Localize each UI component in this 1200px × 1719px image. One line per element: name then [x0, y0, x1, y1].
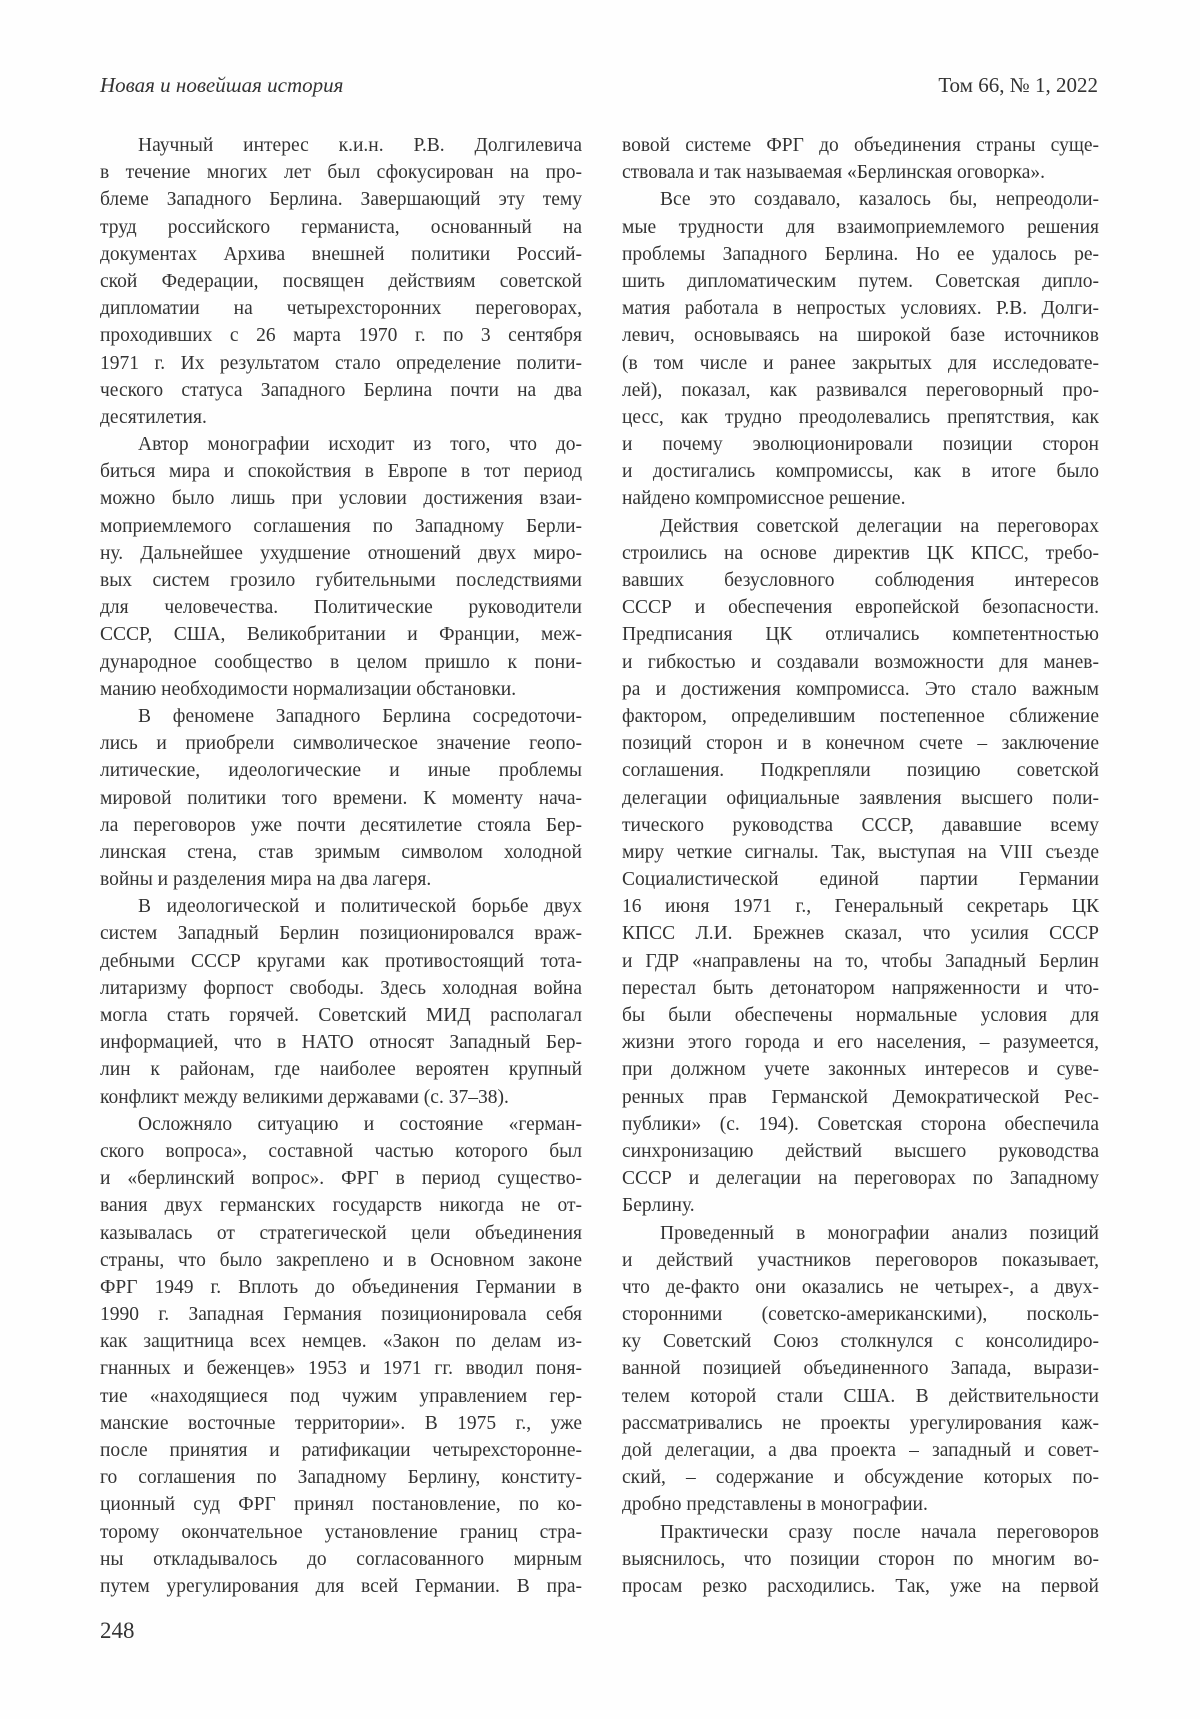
text-line: конфликт между великими державами (с. 37–38).	[100, 1086, 509, 1108]
text-line: В феномене Западного Берлина сосредоточи-	[138, 705, 582, 727]
text-line: и почему эволюционировали позиции сторон	[622, 434, 1099, 456]
text-line: Предписания ЦК отличались компетентностью	[622, 624, 1099, 646]
text-line: просам резко расходились. Так, уже на первой	[622, 1575, 1099, 1597]
text-line: проходивших с 26 марта 1970 г. по 3 сентября	[100, 325, 582, 347]
text-line: что де-факто они оказались не четырех-, а двух-	[622, 1276, 1099, 1298]
text-line: и достигались компромиссы, как в итоге было	[622, 461, 1099, 483]
text-line: казывалась от стратегической цели объединения	[100, 1222, 582, 1244]
text-line: ФРГ 1949 г. Вплоть до объединения Германии в	[100, 1276, 582, 1298]
text-line: найдено компромиссное решение.	[622, 488, 906, 510]
text-line: тического руководства СССР, дававшие всему	[622, 814, 1099, 836]
text-line: ны откладывалось до согласованного мирным	[100, 1548, 582, 1570]
text-line: страны, что было закреплено и в Основном законе	[100, 1249, 582, 1271]
text-line: 1971 г. Их результатом стало определение полити-	[100, 352, 582, 374]
text-line: ского вопроса», составной частью которого был	[100, 1140, 582, 1162]
text-line: мые трудности для взаимоприемлемого решения	[622, 216, 1099, 238]
text-line: Осложняло ситуацию и состояние «герман-	[138, 1113, 582, 1135]
text-line: лин к районам, где наиболее вероятен крупный	[100, 1059, 582, 1081]
text-line: документах Архива внешней политики Россий-	[100, 243, 582, 265]
text-line: дебными СССР кругами как противостоящий тота-	[100, 950, 582, 972]
text-line: и «берлинский вопрос». ФРГ в период существо-	[100, 1168, 582, 1190]
text-line: Научный интерес к.и.н. Р.В. Долгилевича	[138, 135, 582, 156]
text-line: СССР, США, Великобритании и Франции, меж-	[100, 624, 582, 646]
text-line: перестал быть детонатором напряженности и что-	[622, 977, 1099, 999]
text-line: линская стена, став зримым символом холодной	[100, 841, 582, 863]
text-line: (в том числе и ранее закрытых для исследовате-	[622, 352, 1099, 374]
text-line: публики» (с. 194). Советская сторона обеспечила	[622, 1113, 1099, 1135]
text-line: гнанных и беженцев» 1953 и 1971 гг. вводил поня-	[100, 1358, 582, 1380]
text-line: матия работала в непростых условиях. Р.В. Долги-	[622, 298, 1099, 320]
text-line: Социалистической единой партии Германии	[622, 869, 1099, 891]
text-line: ционный суд ФРГ принял постановление, по ко-	[100, 1494, 582, 1516]
text-line: манские восточные территории». В 1975 г., уже	[100, 1412, 582, 1434]
text-line: лись и приобрели символическое значение геопо-	[100, 733, 582, 755]
text-line: биться мира и спокойствия в Европе в тот период	[100, 461, 582, 483]
text-line: КПСС Л.И. Брежнев сказал, что усилия СССР	[622, 923, 1099, 945]
text-line: Проведенный в монографии анализ позиций	[660, 1222, 1099, 1244]
text-line: позиций сторон и в конечном счете – заключение	[622, 733, 1099, 755]
text-line: Практически сразу после начала переговоров	[660, 1521, 1099, 1543]
text-line: в течение многих лет был сфокусирован на про-	[100, 162, 582, 184]
journal-title: Новая и новейшая история	[100, 73, 344, 97]
text-line: ренных прав Германской Демократической Рес-	[622, 1086, 1099, 1108]
page-number: 248	[100, 1618, 135, 1643]
text-line: вавших безусловного соблюдения интересов	[622, 570, 1099, 591]
text-line: миру четкие сигналы. Так, выступая на VIII съезде	[622, 841, 1099, 863]
issue-info: Том 66, № 1, 2022	[938, 73, 1098, 97]
text-line: ческого статуса Западного Берлина почти на два	[100, 379, 582, 401]
text-line: рассматривались не проекты урегулирования каж-	[622, 1412, 1099, 1434]
text-line: бы были обеспечены нормальные условия для	[622, 1005, 1099, 1026]
text-line: блеме Западного Берлина. Завершающий эту тему	[100, 189, 582, 211]
text-column-right	[622, 132, 1099, 1600]
text-line: дробно представлены в монографии.	[622, 1494, 928, 1516]
text-line: для человечества. Политические руководители	[100, 597, 582, 619]
text-line: после принятия и ратификации четырехсторонне-	[100, 1440, 582, 1461]
text-line: труд российского германиста, основанный на	[100, 216, 582, 238]
text-line: строились на основе директив ЦК КПСС, требо-	[622, 542, 1099, 564]
text-line: можно было лишь при условии достижения взаи-	[100, 488, 582, 510]
text-line: дипломатии на четырехсторонних переговорах,	[100, 298, 582, 320]
text-line: при должном учете законных интересов и суве-	[622, 1059, 1099, 1081]
text-line: и действий участников переговоров показывает,	[622, 1249, 1099, 1271]
text-line: цесс, как трудно преодолевались препятствия, как	[622, 406, 1099, 428]
text-line: дой делегации, а два проекта – западный и совет-	[622, 1440, 1099, 1461]
text-line: моприемлемого соглашения по Западному Берли-	[100, 515, 582, 537]
text-line: жизни этого города и его населения, – разумеется,	[622, 1032, 1099, 1054]
text-line: шить дипломатическим путем. Советская дипло-	[622, 270, 1099, 292]
text-line: Берлину.	[622, 1195, 695, 1217]
text-line: торому окончательное установление границ стра-	[100, 1521, 582, 1543]
text-line: ра и достижения компромисса. Это стало важным	[622, 678, 1099, 700]
text-line: и ГДР «направлены на то, чтобы Западный Берлин	[622, 950, 1099, 972]
text-line: вых систем грозило губительными последствиями	[100, 570, 582, 591]
text-line: дународное сообщество в целом пришло к пони-	[100, 651, 582, 673]
text-line: 16 июня 1971 г., Генеральный секретарь ЦК	[622, 896, 1099, 918]
text-line: проблемы Западного Берлина. Но ее удалось ре-	[622, 243, 1099, 265]
text-line: войны и разделения мира на два лагеря.	[100, 869, 432, 891]
text-line: синхронизацию действий высшего руководства	[622, 1140, 1099, 1162]
text-line: манию необходимости нормализации обстановки.	[100, 678, 517, 700]
text-line: Действия советской делегации на переговорах	[660, 515, 1099, 537]
text-line: ский, – содержание и обсуждение которых по-	[622, 1467, 1099, 1489]
text-line: ну. Дальнейшее ухудшение отношений двух миро-	[100, 542, 582, 564]
text-line: ку Советский Союз столкнулся с консолидиро-	[622, 1331, 1099, 1353]
text-line: ванной позицией объединенного Запада, вырази-	[622, 1358, 1099, 1380]
text-line: мировой политики того времени. К моменту нача-	[100, 787, 582, 809]
text-line: ской Федерации, посвящен действиям советской	[100, 270, 582, 292]
text-line: ствовала и так называемая «Берлинская оговорка».	[622, 162, 1046, 184]
text-line: лей), показал, как развивался переговорный про-	[622, 379, 1099, 401]
text-line: литические, идеологические и иные проблемы	[100, 760, 582, 782]
text-line: фактором, определившим постепенное сближение	[622, 705, 1099, 727]
text-line: 1990 г. Западная Германия позиционировала себя	[100, 1304, 582, 1326]
text-line: могла стать горячей. Советский МИД располагал	[100, 1005, 582, 1026]
text-line: соглашения. Подкрепляли позицию советской	[622, 760, 1099, 782]
text-line: СССР и обеспечения европейской безопасности.	[622, 597, 1099, 619]
text-line: и гибкостью и создавали возможности для манев-	[622, 651, 1099, 673]
text-line: делегации официальные заявления высшего поли-	[622, 787, 1099, 809]
text-line: путем урегулирования для всей Германии. В пра-	[100, 1575, 582, 1597]
text-line: СССР и делегации на переговорах по Западному	[622, 1168, 1099, 1190]
text-line: левич, основываясь на широкой базе источников	[622, 325, 1099, 347]
text-line: как защитница всех немцев. «Закон по делам из-	[100, 1331, 582, 1353]
text-line: тие «находящиеся под чужим управлением гер-	[100, 1385, 582, 1407]
text-column-left	[100, 132, 582, 1600]
text-line: вовой системе ФРГ до объединения страны суще-	[622, 135, 1099, 156]
text-line: Автор монографии исходит из того, что до-	[138, 434, 582, 456]
text-line: литаризму форпост свободы. Здесь холодная война	[100, 977, 582, 999]
text-line: телем которой стали США. В действительности	[622, 1385, 1099, 1407]
text-line: информацией, что в НАТО относят Западный Бер-	[100, 1032, 582, 1054]
text-line: выяснилось, что позиции сторон по многим во-	[622, 1548, 1099, 1570]
text-line: Все это создавало, казалось бы, непреодоли-	[660, 189, 1099, 211]
text-line: сторонними (советско-американскими), посколь-	[622, 1304, 1099, 1326]
text-line: ла переговоров уже почти десятилетие стояла Бер-	[100, 814, 582, 836]
text-line: систем Западный Берлин позиционировался враж-	[100, 923, 582, 945]
text-line: В идеологической и политической борьбе двух	[138, 896, 582, 918]
text-line: вания двух германских государств никогда не от-	[100, 1195, 582, 1217]
text-line: десятилетия.	[100, 406, 207, 428]
text-line: го соглашения по Западному Берлину, конститу-	[100, 1467, 582, 1489]
